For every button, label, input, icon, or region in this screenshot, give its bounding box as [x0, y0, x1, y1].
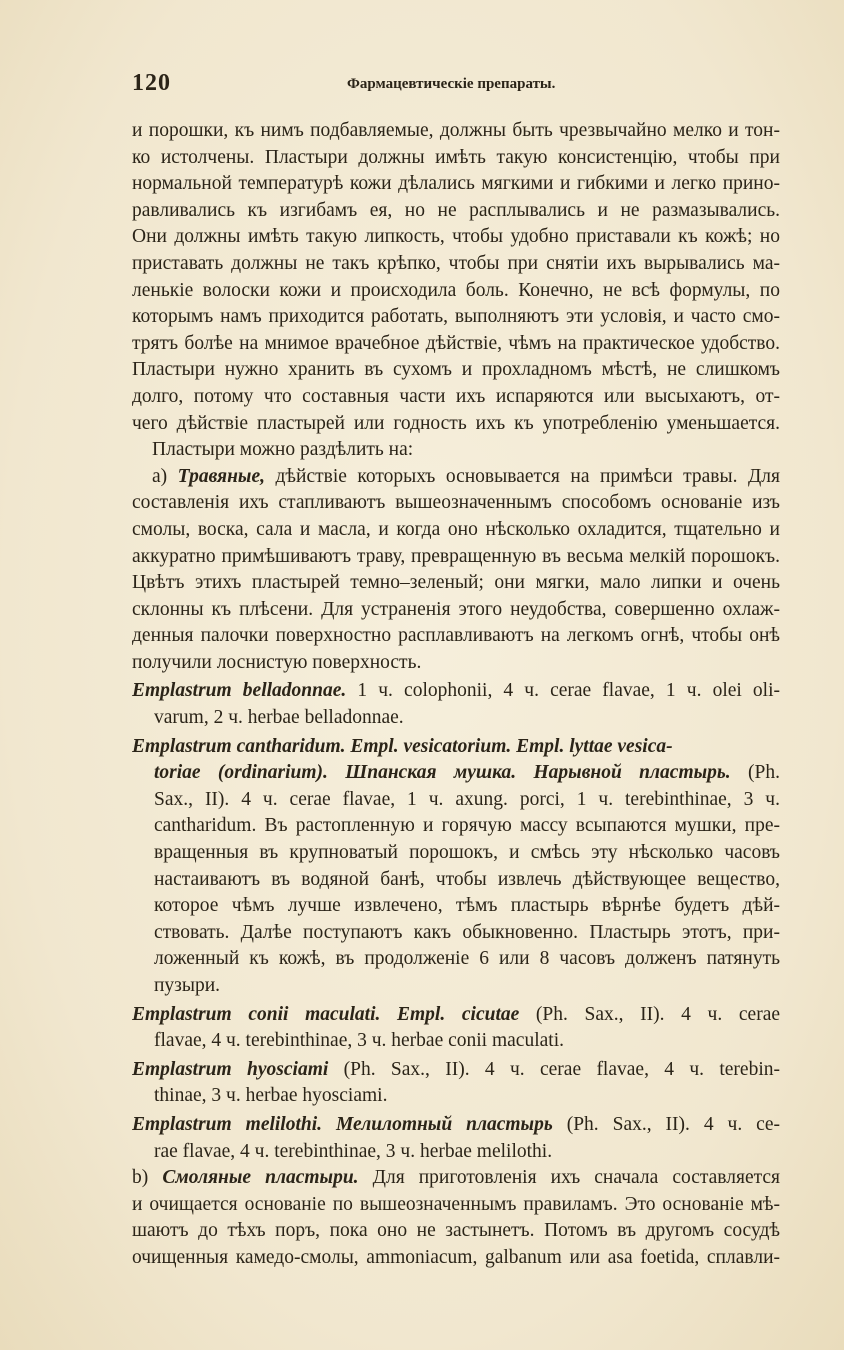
text-line: получили лоснистую поверхность.	[132, 651, 422, 673]
recipe-cantharidum	[132, 734, 780, 1000]
text-line: приставать должны не такъ крѣпко, чтобы при снятiи ихъ вырывались ма-	[132, 252, 780, 274]
recipe-conii	[132, 1002, 780, 1055]
page-header	[132, 70, 772, 104]
recipe-name: Emplastrum hyosciami	[132, 1058, 329, 1080]
recipe-line: thinae, 3 ч. herbae hyosciami.	[154, 1085, 388, 1107]
page-number: 120	[132, 70, 171, 96]
text-line: Пластыри нужно хранить въ сухомъ и прохладномъ мѣстѣ, не слишкомъ	[132, 359, 780, 381]
recipe-line: ствовать. Далѣе поступаютъ какъ обыкновенно. Пластырь этотъ, при-	[154, 921, 780, 943]
running-title: Фармацевтическiе препараты.	[347, 76, 556, 92]
recipe-line: Emplastrum melilothi. Мелилотный пластырь (Ph. Sax., II). 4 ч. ce-	[132, 1113, 780, 1135]
text-line: долго, потому что составныя части ихъ испаряются или высыхаютъ, от-	[132, 385, 780, 407]
text-line: составленiя ихъ стапливаютъ вышеозначеннымъ способомъ основанiе изъ	[132, 492, 780, 514]
body-text	[132, 118, 780, 1272]
recipe-line: настаиваютъ въ водяной банѣ, чтобы извлечь дѣйствующее вещество,	[154, 868, 780, 890]
recipe-name: Emplastrum belladonnae.	[132, 680, 347, 702]
text-line: аккуратно примѣшиваютъ траву, превращенную въ весьма мелкiй порошокъ.	[132, 545, 780, 567]
text-line: Цвѣтъ этихъ пластырей темно–зеленый; они мягки, мало липки и очень	[132, 572, 780, 594]
recipe-line: Emplastrum belladonnae. 1 ч. colophonii, 4 ч. cerae flavae, 1 ч. olei oli-	[132, 680, 780, 702]
text-line: очищенныя камедо-смолы, ammoniacum, galbanum или asa foetida, сплавли-	[132, 1246, 780, 1268]
text-line: нормальной температурѣ кожи дѣлались мягкими и гибкими и легко прино-	[132, 173, 780, 195]
recipe-name: Emplastrum conii maculati. Empl. cicutae	[132, 1003, 520, 1025]
section-b-title: Смоляные пластыри.	[162, 1167, 359, 1189]
recipe-line: cantharidum. Въ растопленную и горячую массу всыпаются мушки, пре-	[154, 815, 780, 837]
section-a-heading	[132, 464, 780, 491]
recipe-hyosciami	[132, 1057, 780, 1110]
text-line: денныя палочки поверхностно расплавливаютъ на легкомъ огнѣ, чтобы онѣ	[132, 625, 780, 647]
text-line: и порошки, къ нимъ подбавляемые, должны быть чрезвычайно мелко и тон-	[132, 120, 780, 141]
section-a-title: Травяные,	[177, 465, 265, 487]
section-b-marker: b)	[132, 1167, 149, 1189]
recipe-line: toriae (ordinarium). Шпанская мушка. Нарывной пластырь. (Ph.	[154, 762, 780, 784]
recipe-line: пузыри.	[154, 975, 221, 996]
text-line: ко истолчены. Пластыри должны имѣть такую консистенцiю, чтобы при	[132, 146, 780, 168]
text-line: равливались къ изгибамъ ея, но не расплывались и не размазывались.	[132, 199, 780, 221]
section-b-heading	[132, 1165, 780, 1192]
recipe-melilothi	[132, 1112, 780, 1165]
recipe-name: Emplastrum cantharidum. Empl. vesicatorium. Empl. lyttae vesica-	[132, 735, 673, 757]
recipe-belladonnae	[132, 678, 780, 731]
text-line: Пластыри можно раздѣлить на:	[152, 439, 414, 461]
text-line: ленькiе волоски кожи и происходила боль. Конечно, не всѣ формулы, по	[132, 279, 780, 301]
recipe-line: flavae, 4 ч. terebinthinae, 3 ч. herbae conii maculati.	[154, 1030, 564, 1052]
text-line: которымъ намъ приходится работать, выполняютъ эти условiя, и часто смо-	[132, 306, 780, 328]
recipe-line: Sax., II). 4 ч. cerae flavae, 1 ч. axung. porci, 1 ч. terebinthinae, 3 ч.	[154, 788, 780, 810]
section-b-text: Для приготовленiя ихъ сначала составляется	[372, 1167, 780, 1189]
text-line: трятъ болѣе на мнимое врачебное дѣйствiе, чѣмъ на практическое удобство.	[132, 332, 780, 354]
recipe-line: Emplastrum conii maculati. Empl. cicutae (Ph. Sax., II). 4 ч. cerae	[132, 1003, 780, 1025]
recipe-line: которое чѣмъ лучше извлечено, тѣмъ пластырь вѣрнѣе будетъ дѣй-	[154, 895, 780, 917]
recipe-line: Emplastrum hyosciami (Ph. Sax., II). 4 ч. cerae flavae, 4 ч. terebin-	[132, 1058, 780, 1080]
recipe-line: ложенный къ кожѣ, въ продолженiе 6 или 8 часовъ долженъ патянуть	[154, 948, 780, 970]
recipe-name: Emplastrum melilothi. Мелилотный пластырь	[132, 1113, 553, 1135]
section-a-marker: a)	[152, 465, 168, 487]
text-line: смолы, воска, сала и масла, и когда оно нѣсколько охладится, тщательно и	[132, 518, 780, 540]
recipe-line: вращенныя въ крупноватый порошокъ, и смѣсь эту нѣсколько часовъ	[154, 842, 780, 864]
recipe-line: rae flavae, 4 ч. terebinthinae, 3 ч. herbae melilothi.	[154, 1140, 553, 1162]
text-line: чего дѣйствiе пластырей или годность ихъ къ употребленiю уменьшается.	[132, 412, 780, 434]
text-line: и очищается основанiе по вышеозначеннымъ правиламъ. Это основанiе мѣ-	[132, 1193, 780, 1215]
text-line: склонны къ плѣсени. Для устраненiя этого неудобства, совершенно охлаж-	[132, 598, 780, 620]
section-a-text: дѣйствiе которыхъ основывается на примѣси травы. Для	[275, 465, 780, 487]
recipe-line: varum, 2 ч. herbae belladonnae.	[154, 707, 404, 729]
text-line: шаютъ до тѣхъ поръ, пока оно не застынетъ. Потомъ въ другомъ сосудѣ	[132, 1220, 780, 1242]
text-line: Они должны имѣть такую липкость, чтобы удобно приставали къ кожѣ; но	[132, 226, 780, 248]
